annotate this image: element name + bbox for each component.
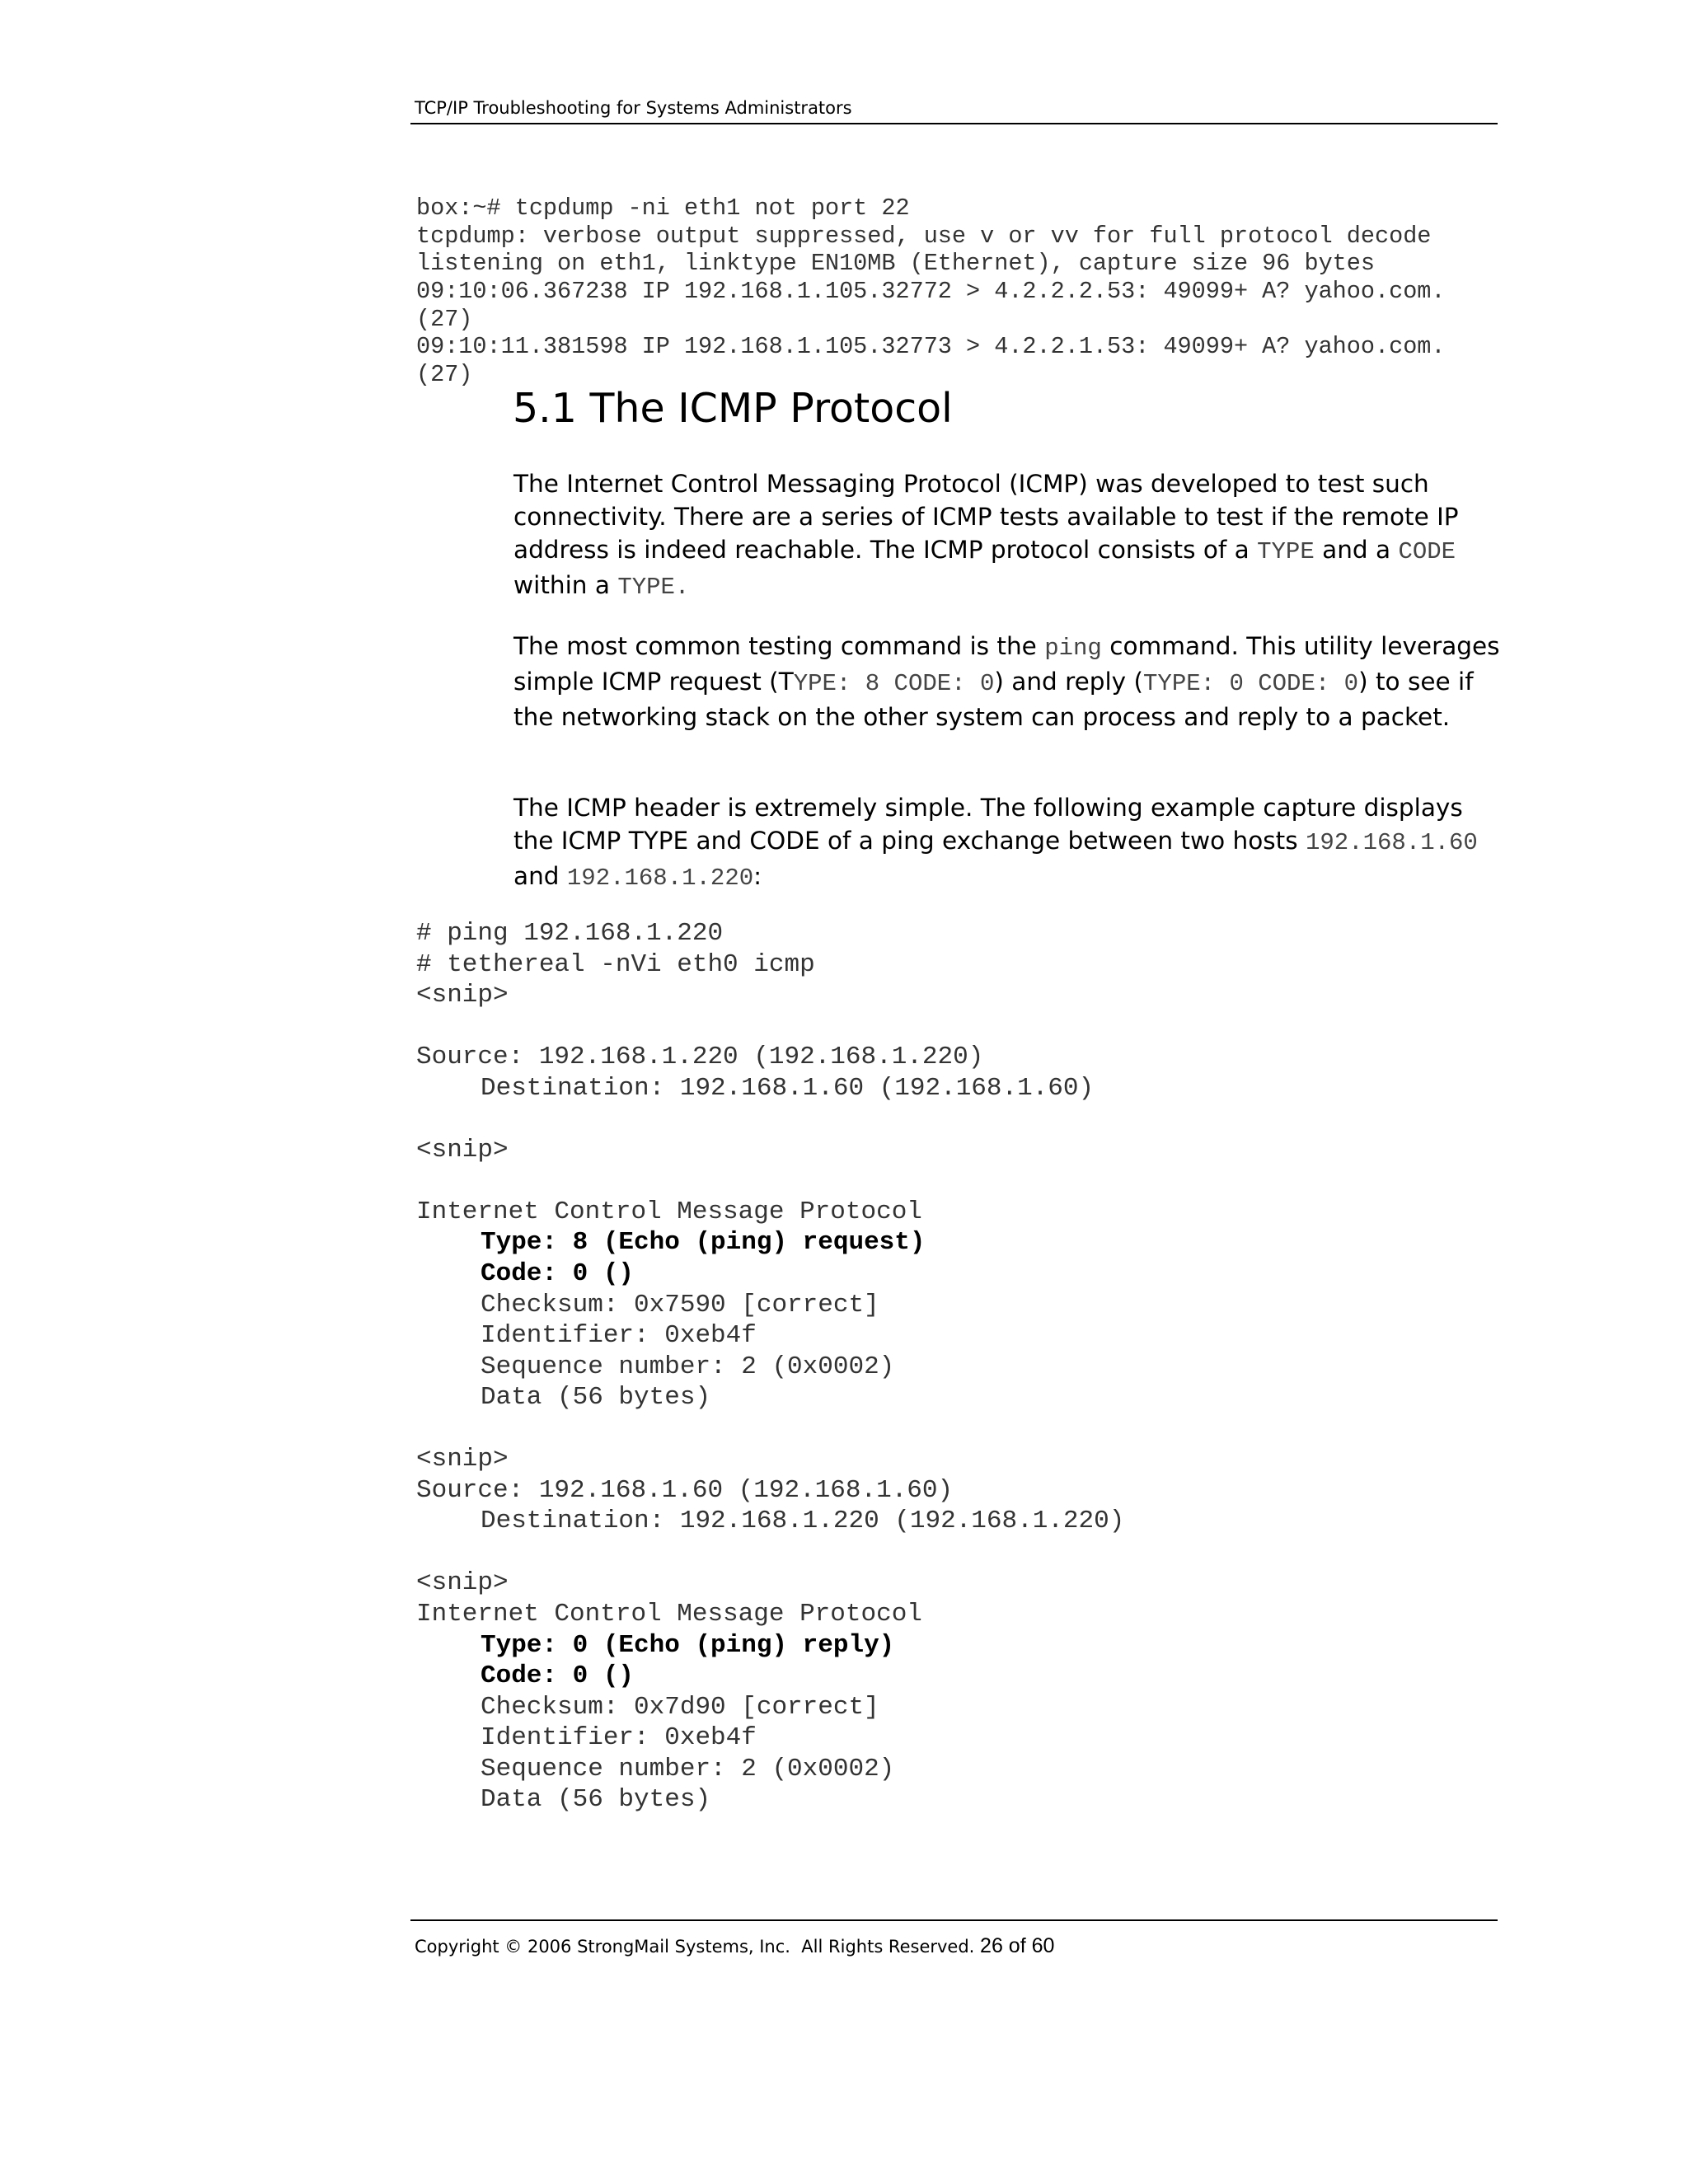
inline-code: YPE: 8 CODE: 0	[793, 670, 995, 697]
code-line: (27)	[416, 361, 473, 389]
paragraph-ping-command	[513, 630, 1503, 733]
code-line: Sequence number: 2 (0x0002)	[481, 1754, 895, 1783]
paragraph-text: The most common testing command is the	[513, 632, 1045, 660]
copyright-notice: Copyright © 2006 StrongMail Systems, Inc. All Rights Reserved.	[415, 1937, 975, 1957]
inline-code: TYPE.	[617, 574, 690, 601]
code-line: # ping 192.168.1.220	[416, 919, 724, 948]
paragraph-text: ) and reply (	[994, 668, 1144, 696]
section-title: 5.1 The ICMP Protocol	[513, 385, 953, 432]
code-line: box:~# tcpdump -ni eth1 not port 22	[416, 194, 910, 222]
code-line-highlight: Code: 0 ()	[481, 1259, 635, 1289]
code-line	[416, 1537, 1124, 1568]
code-line: <snip>	[416, 981, 509, 1010]
inline-code: TYPE: 0 CODE: 0	[1143, 670, 1359, 697]
code-line: Sequence number: 2 (0x0002)	[481, 1352, 895, 1381]
code-line: <snip>	[416, 1568, 509, 1598]
code-line-highlight: Type: 8 (Echo (ping) request)	[481, 1228, 926, 1258]
code-line-highlight: Type: 0 (Echo (ping) reply)	[481, 1630, 895, 1660]
code-line-highlight: Code: 0 ()	[481, 1661, 635, 1691]
paragraph-icmp-header	[513, 791, 1503, 895]
code-line: # tethereal -nVi eth0 icmp	[416, 949, 815, 979]
page-number: 26 of 60	[980, 1934, 1055, 1957]
tethereal-capture-block	[416, 918, 1124, 1816]
code-line: 09:10:06.367238 IP 192.168.1.105.32772 > 4.2.2.2.53: 49099+ A? yahoo.com.	[416, 278, 1446, 306]
code-line	[416, 1165, 1124, 1197]
code-line: Data (56 bytes)	[481, 1785, 711, 1815]
code-line: Source: 192.168.1.220 (192.168.1.220)	[416, 1043, 984, 1072]
paragraph-icmp-intro	[513, 467, 1503, 604]
running-header: TCP/IP Troubleshooting for Systems Administrators	[415, 98, 852, 118]
paragraph-text: The Internet Control Messaging Protocol (ICMP) was developed to test such connectivity. There are a series of ICMP tests available to test if the remote IP address is indeed reachable. The ICMP protocol consists of a	[513, 470, 1459, 564]
header-divider	[410, 123, 1498, 124]
code-line: listening on eth1, linktype EN10MB (Ethernet), capture size 96 bytes	[416, 250, 1375, 278]
paragraph-text: within a	[513, 571, 618, 599]
code-line	[416, 1413, 1124, 1445]
code-line: Destination: 192.168.1.60 (192.168.1.60)	[481, 1073, 1095, 1103]
paragraph-text: command. This utility leverages simple ICMP request (T	[513, 632, 1500, 696]
code-line: Checksum: 0x7590 [correct]	[481, 1290, 879, 1319]
code-line: Checksum: 0x7d90 [correct]	[481, 1692, 879, 1722]
paragraph-text: ) to see if the networking stack on the other system can process and reply to a packet.	[513, 668, 1474, 731]
code-line: (27)	[416, 305, 473, 333]
inline-code: TYPE	[1257, 538, 1315, 565]
footer-divider	[410, 1919, 1498, 1921]
code-line: Identifier: 0xeb4f	[481, 1723, 757, 1753]
inline-code: 192.168.1.220	[566, 865, 754, 892]
code-line: <snip>	[416, 1445, 509, 1474]
code-line: Internet Control Message Protocol	[416, 1600, 922, 1629]
code-line: Internet Control Message Protocol	[416, 1197, 922, 1226]
code-line: tcpdump: verbose output suppressed, use v or vv for full protocol decode	[416, 222, 1432, 250]
tcpdump-output-block	[416, 194, 1446, 389]
code-line	[416, 1104, 1124, 1135]
code-line: Data (56 bytes)	[481, 1383, 711, 1413]
code-line: Destination: 192.168.1.220 (192.168.1.220)	[481, 1507, 1125, 1536]
code-line: <snip>	[416, 1135, 509, 1165]
paragraph-text: and	[513, 862, 567, 890]
page-footer	[415, 1933, 1054, 1959]
paragraph-text: and a	[1314, 536, 1399, 564]
code-line: Source: 192.168.1.60 (192.168.1.60)	[416, 1475, 954, 1505]
code-line	[416, 1011, 1124, 1043]
inline-code: 192.168.1.60	[1305, 829, 1478, 856]
paragraph-text: The ICMP header is extremely simple. The following example capture displays the ICMP TYPE and CODE of a ping exchange between two hosts	[513, 794, 1463, 855]
paragraph-text: :	[753, 862, 762, 890]
inline-code: CODE	[1398, 538, 1456, 565]
code-line: Identifier: 0xeb4f	[481, 1321, 757, 1351]
inline-code: ping	[1044, 635, 1102, 662]
code-line: 09:10:11.381598 IP 192.168.1.105.32773 > 4.2.2.1.53: 49099+ A? yahoo.com.	[416, 333, 1446, 361]
